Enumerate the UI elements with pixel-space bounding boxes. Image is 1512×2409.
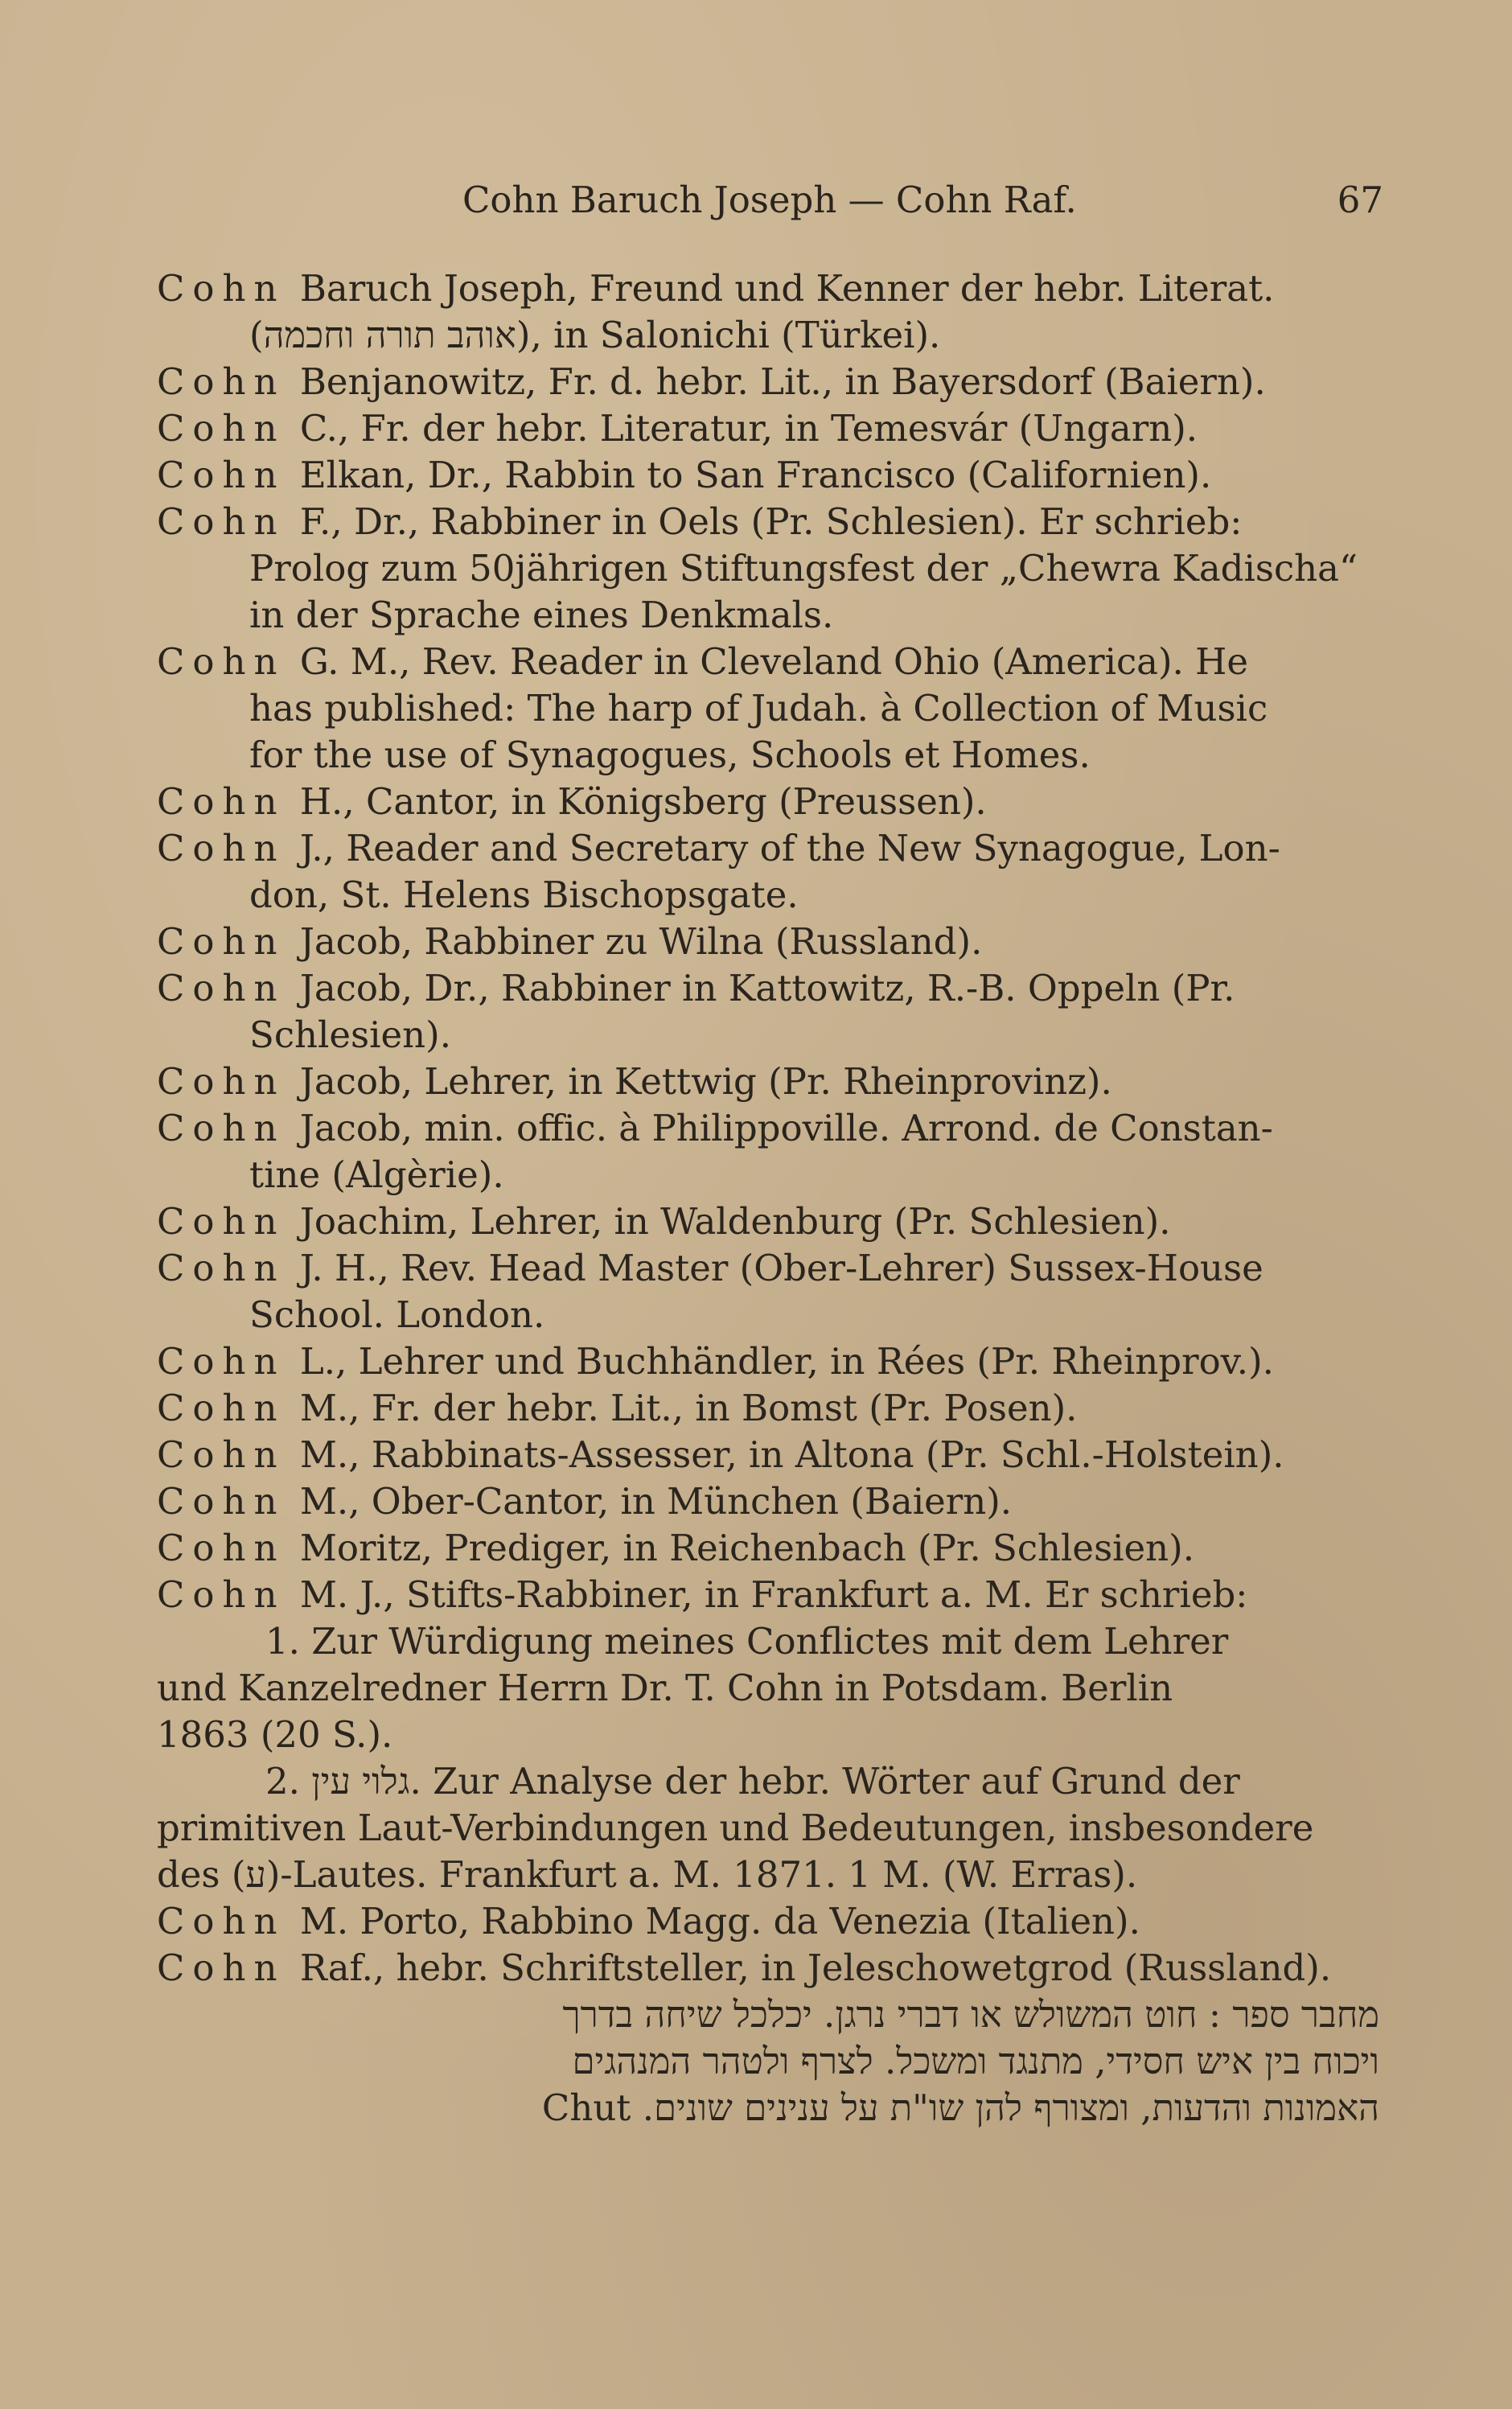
page-header: [462, 179, 1383, 227]
entry-text: M. J., Stifts-Rabbiner, in Frankfurt a. M. Er schrieb:: [299, 1573, 1248, 1616]
directory-entry: [157, 1572, 1379, 1898]
entry-text: tine (Algèrie).: [249, 1153, 504, 1196]
entry-surname: Cohn: [157, 1947, 286, 1989]
entry-surname: Cohn: [157, 1247, 286, 1289]
entry-surname: Cohn: [157, 1387, 286, 1429]
entry-first-line: [157, 359, 1379, 405]
entry-text: 1. Zur Würdigung meines Conflictes mit dem Lehrer: [265, 1620, 1229, 1663]
entry-text: C., Fr. der hebr. Literatur, in Temesvár (Ungarn).: [299, 407, 1198, 450]
entry-surname: Cohn: [157, 1527, 286, 1569]
entry-first-line: [157, 1245, 1379, 1292]
entry-first-line: [157, 452, 1379, 499]
entry-surname: Cohn: [157, 267, 286, 310]
entry-continuation-line: [157, 592, 1379, 639]
entry-text: for the use of Synagogues, Schools et Homes.: [249, 734, 1091, 776]
entry-text: M. Porto, Rabbino Magg. da Venezia (Italien).: [299, 1900, 1140, 1942]
entry-first-line: [157, 639, 1379, 685]
entry-first-line: [157, 499, 1379, 545]
directory-entry: [157, 1105, 1379, 1198]
entry-text: J., Reader and Secretary of the New Synagogue, Lon-: [299, 827, 1280, 869]
entry-continuation-line: [157, 1152, 1379, 1198]
entry-text: Jacob, Lehrer, in Kettwig (Pr. Rheinprovinz).: [299, 1060, 1112, 1103]
entry-surname: Cohn: [157, 360, 286, 403]
entry-text: (אוהב תורה וחכמה), in Salonichi (Türkei).: [249, 314, 941, 356]
entry-text: don, St. Helens Bischopsgate.: [249, 874, 799, 916]
entry-surname: Cohn: [157, 1107, 286, 1149]
entry-text: Raf., hebr. Schriftsteller, in Jeleschowetgrod (Russland).: [299, 1947, 1332, 1989]
directory-entry: [157, 265, 1379, 359]
entry-surname: Cohn: [157, 640, 286, 683]
directory-entry: [157, 1198, 1379, 1245]
directory-entry: [157, 1059, 1379, 1105]
entry-text: מחבר ספר : חוט המשולש או דברי נרגן. יכלכל שיחה בדרך: [562, 1993, 1379, 2036]
directory-entry: [157, 452, 1379, 499]
entry-text: J. H., Rev. Head Master (Ober-Lehrer) Sussex-House: [299, 1247, 1263, 1289]
entry-surname: Cohn: [157, 780, 286, 823]
entry-surname: Cohn: [157, 827, 286, 869]
entry-text: 2. גלוי עין. Zur Analyse der hebr. Wörter auf Grund der: [265, 1760, 1240, 1803]
directory-entry: [157, 825, 1379, 919]
entry-surname: Cohn: [157, 1433, 286, 1476]
entry-surname: Cohn: [157, 1340, 286, 1383]
entry-list: [157, 265, 1379, 2132]
entry-first-line: [157, 1572, 1379, 1618]
entry-continuation-line: [157, 312, 1379, 359]
entry-continuation-line: [157, 1665, 1379, 1712]
entry-text: School. London.: [249, 1293, 545, 1336]
entry-first-line: [157, 825, 1379, 872]
entry-continuation-line: [157, 732, 1379, 779]
entry-continuation-line: [157, 872, 1379, 919]
entry-surname: Cohn: [157, 1060, 286, 1103]
entry-surname: Cohn: [157, 1480, 286, 1523]
entry-text: ויכוח בין איש חסידי, מתנגד ומשכל. לצרף ולטהר המנהגים: [572, 2040, 1379, 2082]
directory-entry: [157, 1245, 1379, 1338]
entry-text: und Kanzelredner Herrn Dr. T. Cohn in Potsdam. Berlin: [157, 1667, 1173, 1709]
entry-continuation-line: [157, 1618, 1379, 1665]
directory-entry: [157, 779, 1379, 825]
entry-text: F., Dr., Rabbiner in Oels (Pr. Schlesien). Er schrieb:: [299, 500, 1243, 543]
directory-entry: [157, 359, 1379, 405]
entry-first-line: [157, 1059, 1379, 1105]
directory-entry: [157, 1338, 1379, 1385]
entry-text: Baruch Joseph, Freund und Kenner der hebr. Literat.: [299, 267, 1275, 310]
entry-first-line: [157, 1105, 1379, 1152]
entry-first-line: [157, 1898, 1379, 1945]
entry-continuation-line: [157, 1712, 1379, 1758]
entry-text: primitiven Laut-Verbindungen und Bedeutungen, insbesondere: [157, 1807, 1314, 1849]
entry-text: M., Ober-Cantor, in München (Baiern).: [299, 1480, 1013, 1523]
entry-first-line: [157, 919, 1379, 965]
entry-continuation-line: [157, 1758, 1379, 1805]
entry-first-line: [157, 265, 1379, 312]
directory-entry: [157, 1385, 1379, 1432]
entry-text: Moritz, Prediger, in Reichenbach (Pr. Schlesien).: [299, 1527, 1195, 1569]
entry-first-line: [157, 405, 1379, 452]
entry-text: in der Sprache eines Denkmals.: [249, 594, 834, 636]
entry-text: has published: The harp of Judah. à Collection of Music: [249, 687, 1268, 730]
entry-surname: Cohn: [157, 1573, 286, 1616]
entry-continuation-line: [157, 1852, 1379, 1898]
entry-continuation-line: [157, 685, 1379, 732]
entry-surname: Cohn: [157, 920, 286, 963]
entry-first-line: [157, 1525, 1379, 1572]
entry-first-line: [157, 1385, 1379, 1432]
entry-first-line: [157, 1338, 1379, 1385]
entry-first-line: [157, 1945, 1379, 1992]
entry-continuation-line: [157, 2085, 1379, 2132]
entry-text: H., Cantor, in Königsberg (Preussen).: [299, 780, 987, 823]
entry-continuation-line: [157, 545, 1379, 592]
entry-continuation-line: [157, 1805, 1379, 1852]
page-number: 67: [1337, 179, 1383, 221]
entry-text: האמונות והדעות, ומצורף להן שו"ת על ענינים שונים. Chut: [541, 2086, 1379, 2129]
entry-text: Joachim, Lehrer, in Waldenburg (Pr. Schlesien).: [299, 1200, 1171, 1243]
entry-text: Prolog zum 50jährigen Stiftungsfest der „Chewra Kadischa“: [249, 547, 1358, 590]
entry-text: Jacob, Dr., Rabbiner in Kattowitz, R.-B. Oppeln (Pr.: [299, 967, 1235, 1009]
entry-surname: Cohn: [157, 967, 286, 1009]
entry-first-line: [157, 1432, 1379, 1478]
entry-surname: Cohn: [157, 1900, 286, 1942]
directory-entry: [157, 919, 1379, 965]
entry-text: Schlesien).: [249, 1013, 451, 1056]
entry-text: des (ע)-Lautes. Frankfurt a. M. 1871. 1 M. (W. Erras).: [157, 1853, 1138, 1896]
entry-surname: Cohn: [157, 407, 286, 450]
entry-text: M., Fr. der hebr. Lit., in Bomst (Pr. Posen).: [299, 1387, 1078, 1429]
directory-entry: [157, 639, 1379, 779]
entry-surname: Cohn: [157, 500, 286, 543]
entry-text: Jacob, Rabbiner zu Wilna (Russland).: [299, 920, 983, 963]
running-title: Cohn Baruch Joseph — Cohn Raf.: [462, 179, 1077, 221]
entry-text: 1863 (20 S.).: [157, 1713, 393, 1756]
directory-entry: [157, 1898, 1379, 1945]
entry-first-line: [157, 1198, 1379, 1245]
entry-continuation-line: [157, 1012, 1379, 1059]
entry-continuation-line: [157, 2038, 1379, 2085]
entry-surname: Cohn: [157, 1200, 286, 1243]
entry-text: L., Lehrer und Buchhändler, in Rées (Pr. Rheinprov.).: [299, 1340, 1274, 1383]
directory-entry: [157, 965, 1379, 1059]
directory-entry: [157, 1945, 1379, 2132]
entry-text: Jacob, min. offic. à Philippoville. Arrond. de Constan-: [299, 1107, 1273, 1149]
entry-text: M., Rabbinats-Assesser, in Altona (Pr. Schl.-Holstein).: [299, 1433, 1284, 1476]
directory-entry: [157, 499, 1379, 639]
entry-first-line: [157, 1478, 1379, 1525]
entry-continuation-line: [157, 1992, 1379, 2038]
entry-first-line: [157, 779, 1379, 825]
directory-entry: [157, 1525, 1379, 1572]
entry-text: Benjanowitz, Fr. d. hebr. Lit., in Bayersdorf (Baiern).: [299, 360, 1266, 403]
directory-entry: [157, 1478, 1379, 1525]
directory-entry: [157, 1432, 1379, 1478]
entry-text: G. M., Rev. Reader in Cleveland Ohio (America). He: [299, 640, 1249, 683]
entry-surname: Cohn: [157, 454, 286, 496]
directory-entry: [157, 405, 1379, 452]
entry-first-line: [157, 965, 1379, 1012]
entry-text: Elkan, Dr., Rabbin to San Francisco (Californien).: [299, 454, 1212, 496]
entry-continuation-line: [157, 1292, 1379, 1338]
